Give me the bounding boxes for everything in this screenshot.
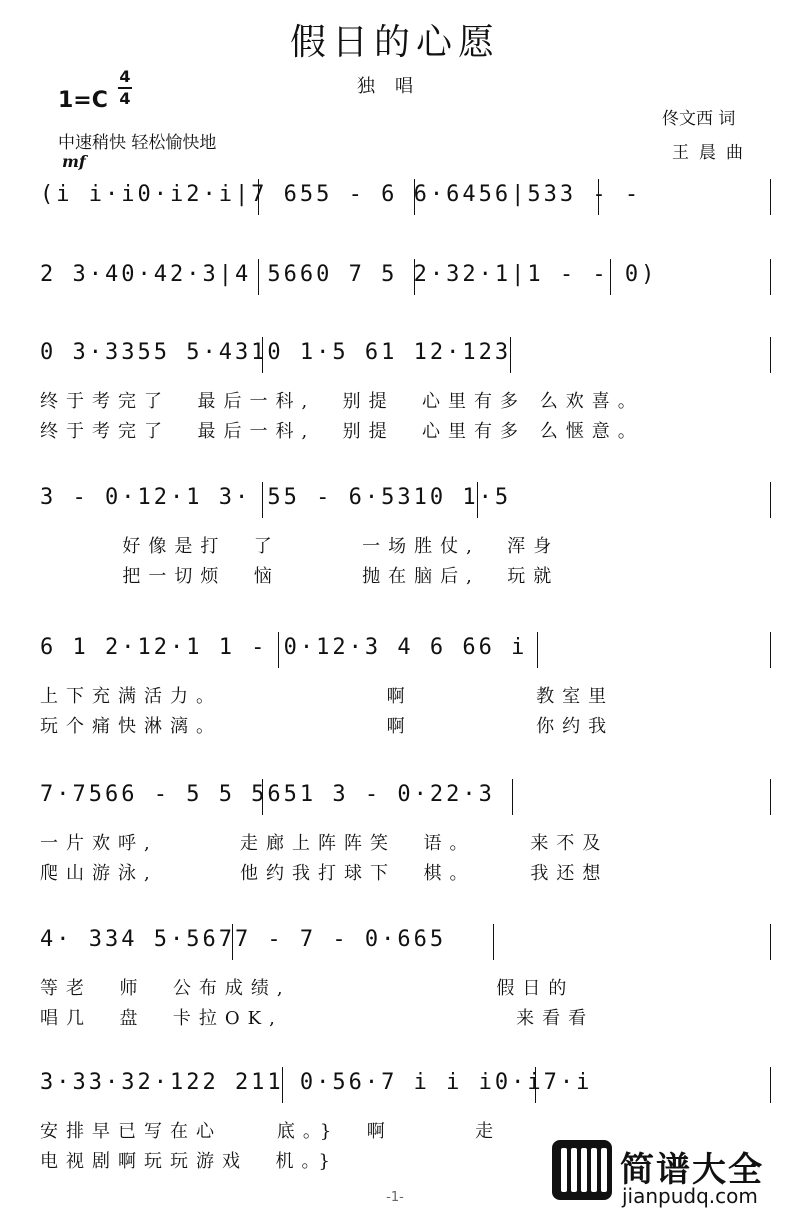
time-signature [118,68,132,108]
dynamic-marking: mf [62,152,86,171]
lyric-line: 等老 师 公布成绩, 假日的 [40,978,575,999]
lyric-line: 爬山游泳, 他约我打球下 棋。 我还想 [40,863,609,884]
time-signature-top: 4 [119,67,131,86]
bar-line [262,482,263,518]
bar-line [770,924,771,960]
lyric-line: 唱几 盘 卡拉OK, 来看看 [40,1008,595,1029]
bar-line [610,259,611,295]
bar-line [535,1067,536,1103]
lyric-line: 终于考完了 最后一科, 别提 心里有多 么欢喜。 [40,391,644,412]
lyric-line: 终于考完了 最后一科, 别提 心里有多 么惬意。 [40,421,644,442]
bar-line [278,632,279,668]
bar-line [512,779,513,815]
lyricist-credit: 佟文西 词 [662,109,736,129]
bar-line [537,632,538,668]
notation-line: 0 3·3355 5·4310 1·5 61 12·123 [40,340,512,365]
piano-logo-icon [552,1140,612,1200]
bar-line [258,259,259,295]
watermark-name: 简谱大全 [620,1150,764,1190]
lyric-line: 安排早已写在心 底。} 啊 走 [40,1121,502,1142]
lyric-line: 玩个痛快淋漓。 啊 你约我 [40,716,615,737]
bar-line [258,179,259,215]
bar-line [414,259,415,295]
bar-line [770,632,771,668]
notation-line: 7·7566 - 5 5 5651 3 - 0·22·3 [40,782,495,807]
performance-type: 独唱 [357,76,433,97]
bar-line [770,1067,771,1103]
lyric-line: 电视剧啊玩玩游戏 机。} [40,1151,338,1172]
page-number: -1- [386,1190,404,1205]
bar-line [770,482,771,518]
notation-line: 2 3·40·42·3|4 5660 7 5 2·32·1|1 - - 0) [40,262,658,287]
bar-line [414,179,415,215]
notation-line: 3 - 0·12·1 3· 55 - 6·5310 1·5 [40,485,512,510]
notation-line: (i i·i0·i2·i|7 655 - 6 6·6456|533 - - [40,182,642,207]
bar-line [598,179,599,215]
lyric-line: 好像是打 了 一场胜仗, 浑身 [40,536,560,557]
watermark-url: jianpudq.com [622,1184,758,1208]
bar-line [770,779,771,815]
bar-line [770,337,771,373]
bar-line [282,1067,283,1103]
notation-line: 4· 334 5·5677 - 7 - 0·665 [40,927,447,952]
notation-line: 6 1 2·12·1 1 - 0·12·3 4 6 66 i [40,635,528,660]
bar-line [770,179,771,215]
lyric-line: 一片欢呼, 走廊上阵阵笑 语。 来不及 [40,833,609,854]
watermark [552,1140,782,1210]
bar-line [493,924,494,960]
notation-line: 3·33·32·122 211 0·56·7 i i i0·i7·i [40,1070,593,1095]
lyric-line: 把一切烦 恼 抛在脑后, 玩就 [40,566,560,587]
tempo-marking: 中速稍快 轻松愉快地 [58,133,217,153]
bar-line [262,337,263,373]
bar-line [510,337,511,373]
bar-line [262,779,263,815]
key-signature: 1=C [58,88,108,113]
bar-line [232,924,233,960]
time-signature-bottom: 4 [119,89,131,108]
song-title: 假日的心愿 [289,22,500,63]
bar-line [770,259,771,295]
lyric-line: 上下充满活力。 啊 教室里 [40,686,615,707]
bar-line [477,482,478,518]
composer-credit: 王晨曲 [672,143,753,163]
